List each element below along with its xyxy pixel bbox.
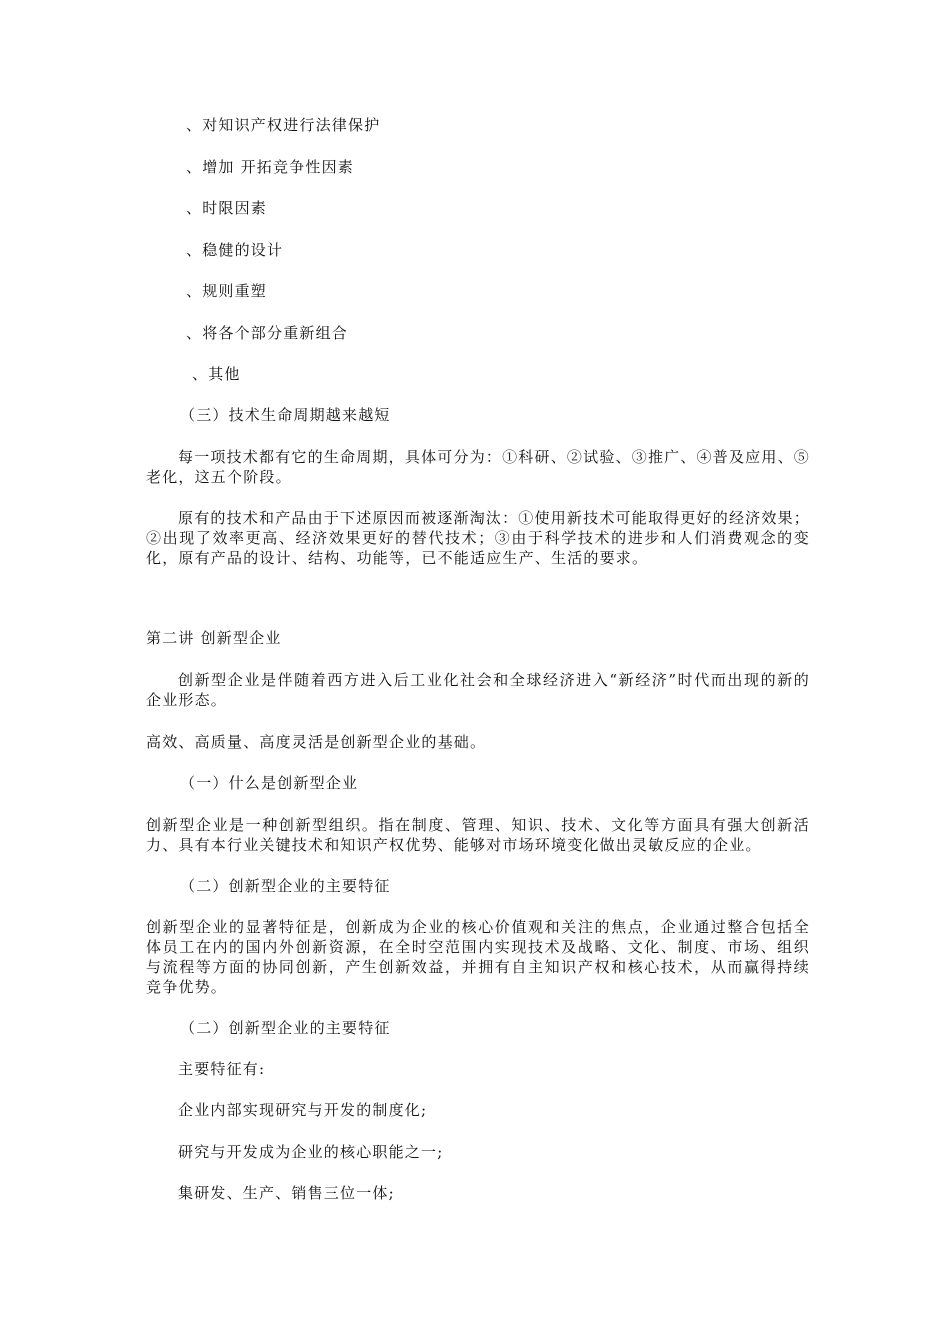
list-item: 、将各个部分重新组合 [186,324,349,342]
list-item: 、规则重塑 [186,282,268,300]
list-item: 、时限因素 [186,199,268,217]
paragraph: 创新型企业的显著特征是，创新成为企业的核心价值观和关注的焦点，企业通过整合包括全体员工在内的国内外创新资源，在全时空范围内实现技术及战略、文化、制度、市场、组织与流程等方面的协同创新，产生创新效益，并拥有自主知识产权和核心技术，从而赢得持续竞争优势。 [146,918,810,996]
paragraph: 高效、高质量、高度灵活是创新型企业的基础。 [146,733,487,751]
list-item: 研究与开发成为企业的核心职能之一; [178,1143,444,1161]
list-item: 、其他 [192,365,241,383]
subsection-heading: （二）创新型企业的主要特征 [180,1019,391,1037]
subsection-heading: （一）什么是创新型企业 [180,774,359,792]
paragraph: 创新型企业是一种创新型组织。指在制度、管理、知识、技术、文化等方面具有强大创新活力、具有本行业关键技术和知识产权优势、能够对市场环境变化做出灵敏反应的企业。 [146,816,810,854]
paragraph: 原有的技术和产品由于下述原因而被逐渐淘汰：①使用新技术可能取得更好的经济效果；②出现了效率更高、经济效果更好的替代技术；③由于科学技术的进步和人们消费观念的变化，原有产品的设计、结构、功能等，已不能适应生产、生活的要求。 [146,509,810,567]
list-item: 、增加 开拓竞争性因素 [186,158,354,176]
subsection-heading: （二）创新型企业的主要特征 [180,877,391,895]
list-item: 集研发、生产、销售三位一体; [178,1184,395,1202]
paragraph: 每一项技术都有它的生命周期，具体可分为：①科研、②试验、③推广、④普及应用、⑤老化，这五个阶段。 [146,448,810,486]
list-item: 企业内部实现研究与开发的制度化; [178,1101,428,1119]
section-heading: （三）技术生命周期越来越短 [180,406,391,424]
lecture-title: 第二讲 创新型企业 [146,629,282,647]
paragraph: 主要特征有: [178,1060,266,1078]
list-item: 、对知识产权进行法律保护 [186,116,381,134]
list-item: 、稳健的设计 [186,241,284,259]
paragraph: 创新型企业是伴随着西方进入后工业化社会和全球经济进入“新经济”时代而出现的新的企业形态。 [146,671,810,709]
